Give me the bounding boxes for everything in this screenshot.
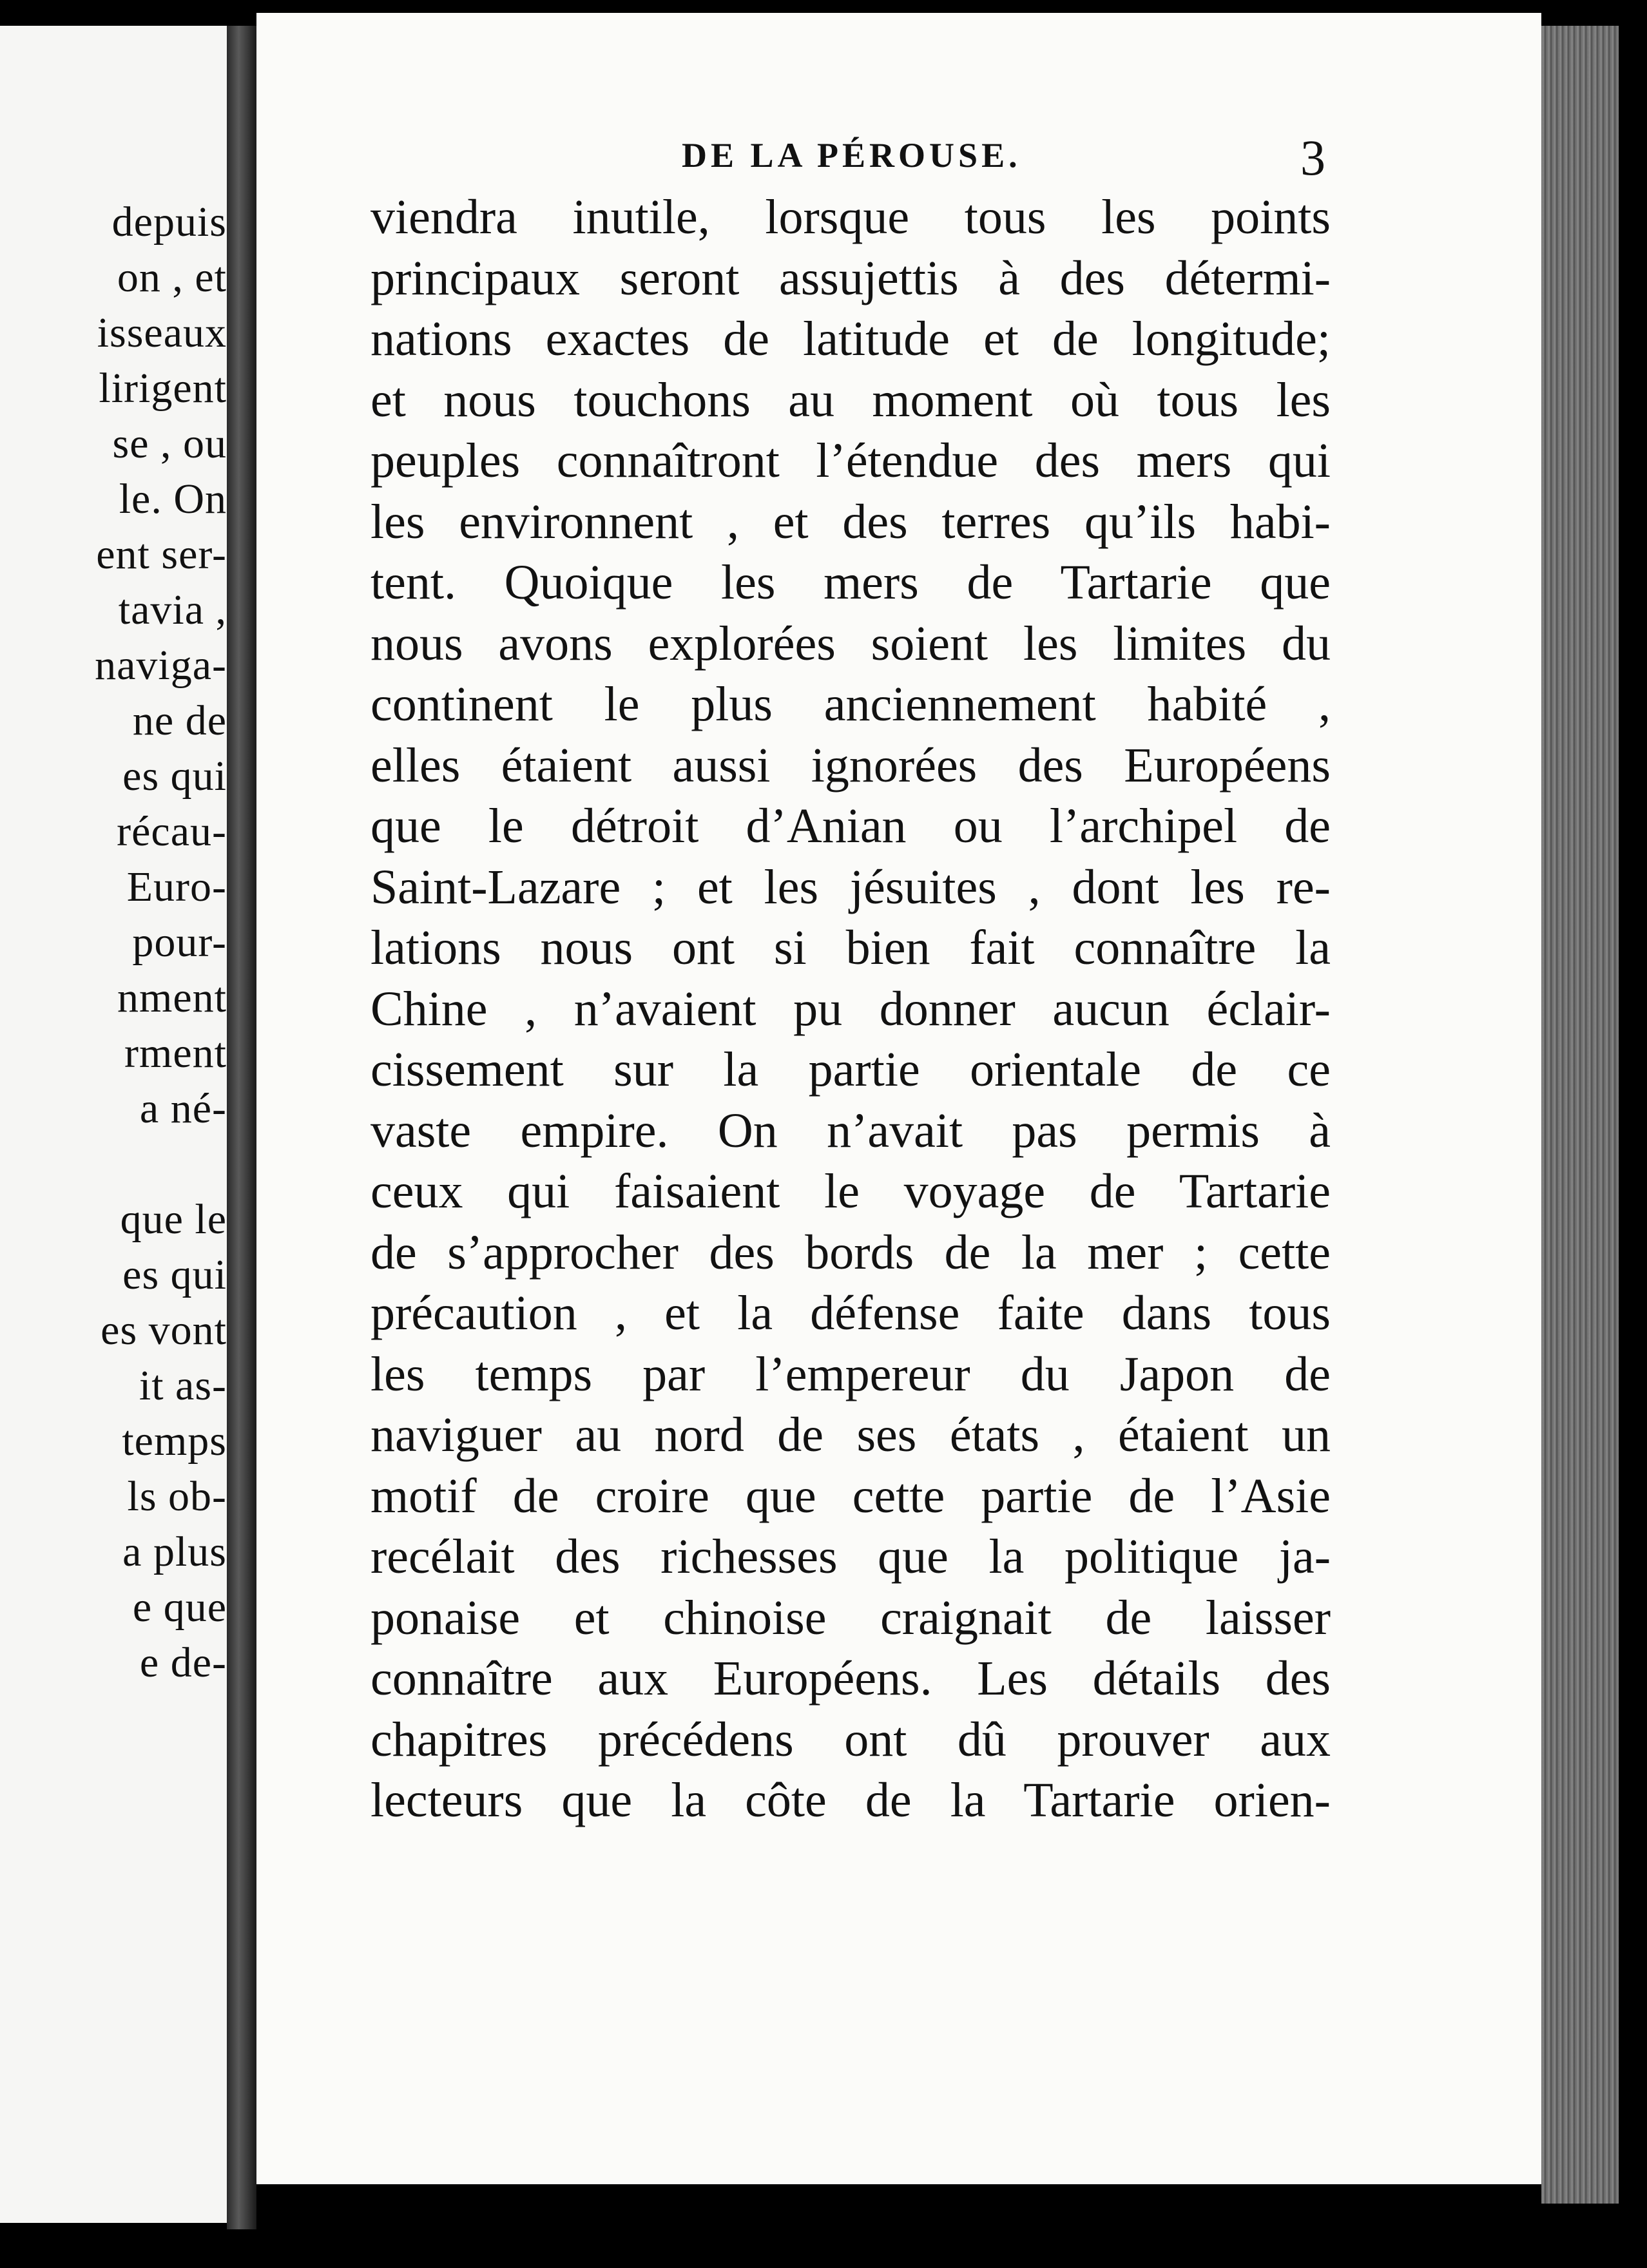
text-line: vaste empire. On n’avait pas permis à	[371, 1103, 1331, 1158]
left-page-line: e de-	[139, 1639, 227, 1686]
left-page-line: le. On	[119, 476, 227, 523]
page-number: 3	[1300, 130, 1325, 186]
left-page-line: rment	[124, 1030, 227, 1077]
left-page-line: se , ou	[112, 420, 227, 467]
left-page-line: es vont	[101, 1307, 227, 1354]
text-line: cissement sur la partie orientale de ce	[371, 1043, 1331, 1097]
left-page-line: es qui	[122, 753, 227, 800]
text-line: les temps par l’empereur du Japon de	[371, 1347, 1331, 1401]
text-line: Chine , n’avaient pu donner aucun éclair-	[371, 981, 1331, 1036]
body-text	[371, 187, 1331, 1831]
book-gutter	[227, 26, 256, 2229]
text-line: nations exactes de latitude et de longitude;	[371, 312, 1331, 366]
left-page	[0, 26, 227, 2223]
text-line: connaître aux Européens. Les détails des	[371, 1651, 1331, 1706]
text-line: lecteurs que la côte de la Tartarie orien-	[371, 1773, 1331, 1827]
running-head	[256, 129, 1541, 187]
left-page-line: es qui	[122, 1251, 227, 1298]
text-line: de s’approcher des bords de la mer ; cette	[371, 1225, 1331, 1280]
left-page-line: temps	[122, 1418, 227, 1465]
text-line: que le détroit d’Anian ou l’archipel de	[371, 799, 1331, 853]
text-line: elles étaient aussi ignorées des Européens	[371, 738, 1331, 793]
left-page-line: récau-	[117, 808, 227, 855]
left-page-line: que le	[120, 1196, 227, 1243]
left-page-line: tavia ,	[118, 586, 227, 633]
text-line: nous avons explorées soient les limites du	[371, 616, 1331, 671]
text-line: ponaise et chinoise craignait de laisser	[371, 1590, 1331, 1645]
left-page-line: on , et	[117, 254, 227, 301]
running-head-title: DE LA PÉROUSE.	[682, 136, 1021, 175]
left-page-line: ls ob-	[127, 1473, 227, 1520]
text-line: Saint-Lazare ; et les jésuites , dont les re-	[371, 860, 1331, 914]
left-page-line: pour-	[132, 919, 227, 966]
text-line: viendra inutile, lorsque tous les points	[371, 190, 1331, 244]
text-line: tent. Quoique les mers de Tartarie que	[371, 555, 1331, 610]
left-page-line: Euro-	[126, 863, 227, 910]
text-line: peuples connaîtront l’étendue des mers qui	[371, 434, 1331, 488]
left-page-line: a plus	[122, 1528, 227, 1575]
left-page-line: ent ser-	[96, 531, 227, 578]
left-page-line: isseaux	[97, 309, 227, 356]
left-page-line: depuis	[111, 198, 227, 245]
text-line: chapitres précédens ont dû prouver aux	[371, 1712, 1331, 1767]
text-line: et nous touchons au moment où tous les	[371, 372, 1331, 427]
left-page-line: lirigent	[99, 365, 227, 412]
text-line: précaution , et la défense faite dans tous	[371, 1286, 1331, 1340]
left-page-line: ne de	[132, 697, 227, 744]
left-page-line: nment	[117, 974, 227, 1021]
left-page-line: e que	[132, 1584, 227, 1631]
text-line: principaux seront assujettis à des détermi-	[371, 251, 1331, 305]
left-page-line: naviga-	[95, 642, 227, 689]
text-line: recélait des richesses que la politique ja-	[371, 1530, 1331, 1584]
left-page-line: a né-	[139, 1085, 227, 1132]
text-line: les environnent , et des terres qu’ils habi-	[371, 494, 1331, 549]
left-page-line: it as-	[139, 1362, 227, 1409]
right-page	[256, 13, 1541, 2184]
text-line: continent le plus anciennement habité ,	[371, 677, 1331, 731]
text-line: naviguer au nord de ses états , étaient un	[371, 1408, 1331, 1462]
page-edges	[1541, 26, 1619, 2204]
text-line: motif de croire que cette partie de l’Asie	[371, 1468, 1331, 1523]
text-line: ceux qui faisaient le voyage de Tartarie	[371, 1164, 1331, 1218]
text-line: lations nous ont si bien fait connaître la	[371, 921, 1331, 975]
